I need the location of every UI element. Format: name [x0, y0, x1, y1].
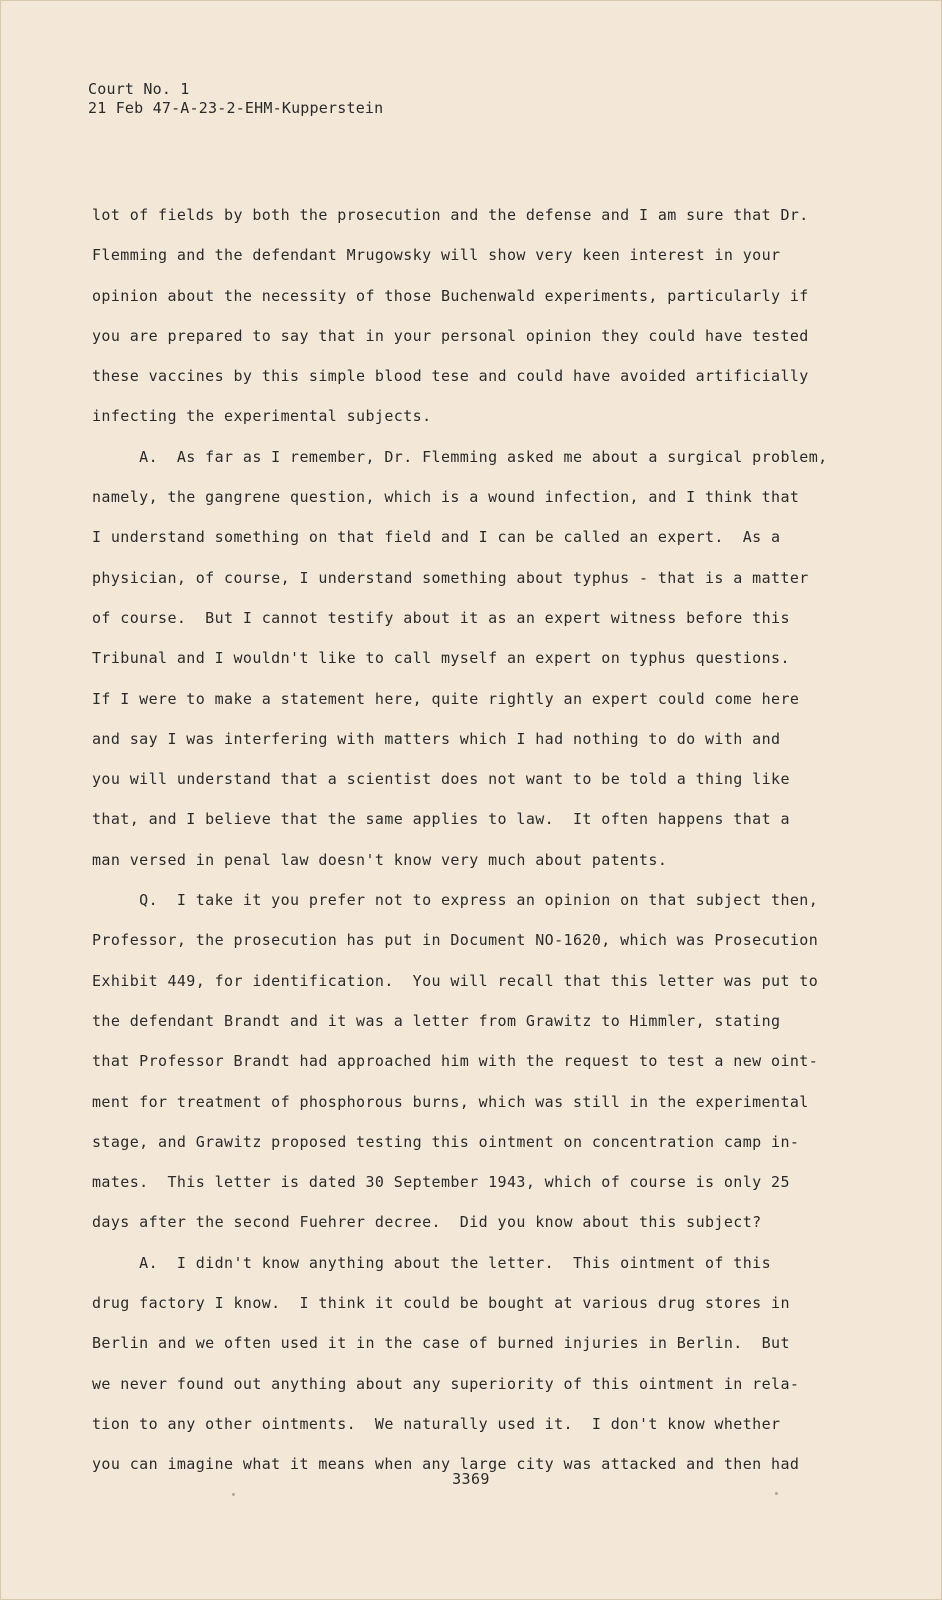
transcript-line: A. I didn't know anything about the letter. This ointment of this [92, 1253, 772, 1272]
transcript-line: lot of fields by both the prosecution and the defense and I am sure that Dr. [92, 206, 809, 224]
transcript-line: infecting the experimental subjects. [92, 407, 432, 426]
transcript-line: and say I was interfering with matters which I had nothing to do with and [92, 729, 781, 748]
paper-speck [775, 1492, 778, 1495]
transcript-line: drug factory I know. I think it could be bought at various drug stores in [92, 1294, 790, 1313]
transcript-line: man versed in penal law doesn't know very much about patents. [92, 850, 668, 869]
page-header [88, 80, 383, 118]
transcript-line: of course. But I cannot testify about it as an expert witness before this [92, 608, 790, 627]
transcript-line: that Professor Brandt had approached him with the request to test a new oint- [92, 1052, 819, 1071]
transcript-line: you will understand that a scientist does not want to be told a thing like [92, 770, 790, 789]
transcript-body [92, 195, 882, 1485]
transcript-line: days after the second Fuehrer decree. Did you know about this subject? [92, 1213, 762, 1232]
transcript-line: Berlin and we often used it in the case of burned injuries in Berlin. But [92, 1334, 790, 1353]
transcript-line: Flemming and the defendant Mrugowsky will show very keen interest in your [92, 246, 781, 265]
court-number: Court No. 1 [88, 80, 190, 98]
transcript-line: mates. This letter is dated 30 September 1943, which of course is only 25 [92, 1173, 790, 1192]
transcript-line: that, and I believe that the same applies to law. It often happens that a [92, 810, 790, 829]
transcript-line: Tribunal and I wouldn't like to call myself an expert on typhus questions. [92, 649, 790, 668]
transcript-line: we never found out anything about any superiority of this ointment in rela- [92, 1374, 800, 1393]
transcript-line: If I were to make a statement here, quite rightly an expert could come here [92, 689, 800, 708]
transcript-line: these vaccines by this simple blood tese and could have avoided artificially [92, 367, 809, 386]
paper-speck [232, 1493, 235, 1496]
transcript-line: tion to any other ointments. We naturally used it. I don't know whether [92, 1414, 781, 1433]
page-number: 3369 [452, 1470, 490, 1488]
transcript-line: namely, the gangrene question, which is a wound infection, and I think that [92, 488, 800, 507]
transcript-line: Professor, the prosecution has put in Document NO-1620, which was Prosecution [92, 931, 819, 950]
transcript-line: the defendant Brandt and it was a letter from Grawitz to Himmler, stating [92, 1011, 781, 1030]
transcript-line: Exhibit 449, for identification. You will recall that this letter was put to [92, 971, 819, 990]
transcript-line: ment for treatment of phosphorous burns, which was still in the experimental [92, 1092, 809, 1111]
transcript-line: opinion about the necessity of those Buchenwald experiments, particularly if [92, 286, 809, 305]
transcript-line: you can imagine what it means when any large city was attacked and then had [92, 1455, 800, 1474]
transcript-reference: 21 Feb 47-A-23-2-EHM-Kupperstein [88, 99, 384, 117]
transcript-line: you are prepared to say that in your personal opinion they could have tested [92, 326, 809, 345]
transcript-line: Q. I take it you prefer not to express an opinion on that subject then, [92, 891, 819, 910]
transcript-line: A. As far as I remember, Dr. Flemming asked me about a surgical problem, [92, 447, 828, 466]
transcript-line: stage, and Grawitz proposed testing this ointment on concentration camp in- [92, 1132, 800, 1151]
transcript-line: physician, of course, I understand something about typhus - that is a matter [92, 568, 809, 587]
transcript-line: I understand something on that field and I can be called an expert. As a [92, 528, 781, 547]
